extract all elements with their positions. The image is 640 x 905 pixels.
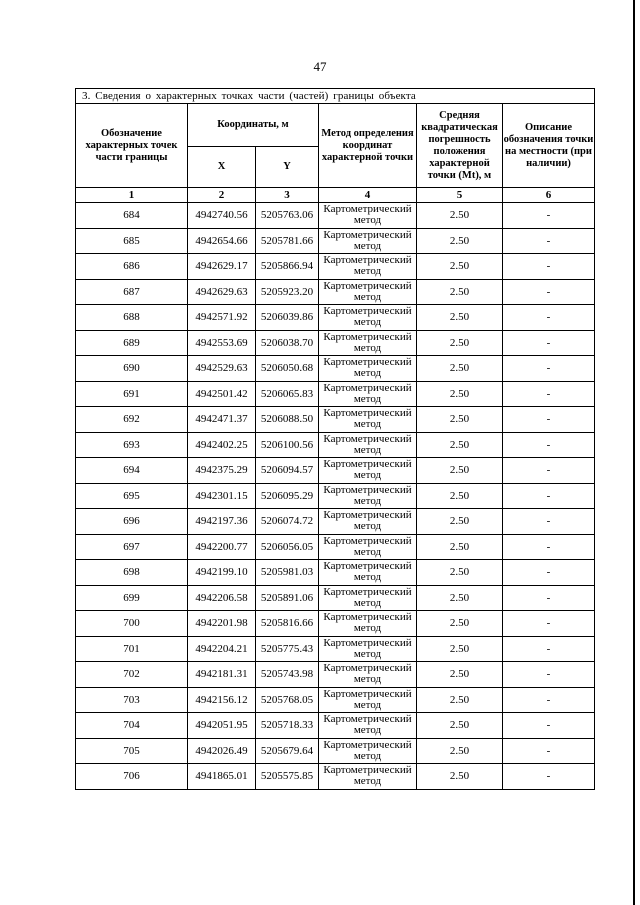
table-row <box>76 509 595 535</box>
x-coordinate-cell: 4942571.92 <box>188 305 256 331</box>
method-cell <box>319 330 417 356</box>
description-cell: - <box>503 305 595 331</box>
y-coordinate-cell: 5205768.05 <box>256 687 319 713</box>
table-row <box>76 432 595 458</box>
table-row <box>76 560 595 586</box>
method-line-1: Картометрический <box>323 534 412 547</box>
x-coordinate-cell: 4942471.37 <box>188 407 256 433</box>
error-cell: 2.50 <box>417 203 503 229</box>
point-id-cell: 684 <box>76 203 188 229</box>
method-line-2: метод <box>353 673 382 686</box>
x-coordinate-cell: 4942501.42 <box>188 381 256 407</box>
error-cell: 2.50 <box>417 432 503 458</box>
description-cell: - <box>503 228 595 254</box>
y-coordinate-cell: 5206100.56 <box>256 432 319 458</box>
point-id-cell: 698 <box>76 560 188 586</box>
description-cell: - <box>503 279 595 305</box>
point-id-cell: 704 <box>76 713 188 739</box>
method-line-1: Картометрический <box>323 458 412 471</box>
method-cell <box>319 254 417 280</box>
description-cell: - <box>503 381 595 407</box>
method-cell <box>319 356 417 382</box>
table-row <box>76 764 595 790</box>
method-cell <box>319 381 417 407</box>
table-caption: 3. Сведения о характерных точках части (частей) границы объекта <box>76 89 595 104</box>
header-designation: Обозначение характерных точек части границы <box>76 104 188 188</box>
error-cell: 2.50 <box>417 738 503 764</box>
table-row <box>76 662 595 688</box>
method-line-1: Картометрический <box>323 611 412 624</box>
x-coordinate-cell: 4942197.36 <box>188 509 256 535</box>
x-coordinate-cell: 4942375.29 <box>188 458 256 484</box>
method-cell <box>319 279 417 305</box>
error-cell: 2.50 <box>417 330 503 356</box>
method-cell <box>319 764 417 790</box>
x-coordinate-cell: 4942051.95 <box>188 713 256 739</box>
method-line-1: Картометрический <box>323 636 412 649</box>
method-line-2: метод <box>353 239 382 252</box>
table-row <box>76 611 595 637</box>
method-line-2: метод <box>353 520 382 533</box>
x-coordinate-cell: 4942402.25 <box>188 432 256 458</box>
method-cell <box>319 611 417 637</box>
method-cell <box>319 203 417 229</box>
method-line-1: Картометрический <box>323 713 412 726</box>
header-y: Y <box>256 147 319 188</box>
error-cell: 2.50 <box>417 687 503 713</box>
table-row <box>76 585 595 611</box>
error-cell: 2.50 <box>417 611 503 637</box>
table-row <box>76 407 595 433</box>
column-number-4: 4 <box>319 188 417 203</box>
method-line-2: метод <box>353 392 382 405</box>
y-coordinate-cell: 5205816.66 <box>256 611 319 637</box>
header-description: Описание обозначения точки на местности (при наличии) <box>503 104 595 188</box>
description-cell: - <box>503 254 595 280</box>
column-number-5: 5 <box>417 188 503 203</box>
error-cell: 2.50 <box>417 305 503 331</box>
x-coordinate-cell: 4942200.77 <box>188 534 256 560</box>
error-cell: 2.50 <box>417 713 503 739</box>
method-line-1: Картометрический <box>323 687 412 700</box>
point-id-cell: 706 <box>76 764 188 790</box>
error-cell: 2.50 <box>417 560 503 586</box>
y-coordinate-cell: 5205866.94 <box>256 254 319 280</box>
y-coordinate-cell: 5206039.86 <box>256 305 319 331</box>
method-line-1: Картометрический <box>323 381 412 394</box>
description-cell: - <box>503 458 595 484</box>
description-cell: - <box>503 764 595 790</box>
x-coordinate-cell: 4941865.01 <box>188 764 256 790</box>
y-coordinate-cell: 5206088.50 <box>256 407 319 433</box>
table-row <box>76 254 595 280</box>
y-coordinate-cell: 5205981.03 <box>256 560 319 586</box>
table-row <box>76 687 595 713</box>
error-cell: 2.50 <box>417 483 503 509</box>
error-cell: 2.50 <box>417 509 503 535</box>
point-id-cell: 697 <box>76 534 188 560</box>
table-row <box>76 636 595 662</box>
method-line-2: метод <box>353 494 382 507</box>
point-id-cell: 690 <box>76 356 188 382</box>
method-cell <box>319 585 417 611</box>
table-row <box>76 203 595 229</box>
method-line-2: метод <box>353 647 382 660</box>
header-method: Метод определения координат характерной точки <box>319 104 417 188</box>
y-coordinate-cell: 5206095.29 <box>256 483 319 509</box>
error-cell: 2.50 <box>417 585 503 611</box>
table-row <box>76 381 595 407</box>
description-cell: - <box>503 483 595 509</box>
point-id-cell: 699 <box>76 585 188 611</box>
boundary-points-table-wrap <box>75 88 594 790</box>
y-coordinate-cell: 5205763.06 <box>256 203 319 229</box>
method-line-2: метод <box>353 214 382 227</box>
page-edge <box>633 0 635 905</box>
method-line-2: метод <box>353 622 382 635</box>
error-cell: 2.50 <box>417 381 503 407</box>
method-cell <box>319 713 417 739</box>
description-cell: - <box>503 636 595 662</box>
method-line-2: метод <box>353 545 382 558</box>
y-coordinate-cell: 5205575.85 <box>256 764 319 790</box>
error-cell: 2.50 <box>417 279 503 305</box>
y-coordinate-cell: 5205781.66 <box>256 228 319 254</box>
point-id-cell: 688 <box>76 305 188 331</box>
method-line-1: Картометрический <box>323 203 412 216</box>
header-x: X <box>188 147 256 188</box>
method-cell <box>319 560 417 586</box>
method-line-2: метод <box>353 316 382 329</box>
description-cell: - <box>503 560 595 586</box>
table-row <box>76 713 595 739</box>
y-coordinate-cell: 5205679.64 <box>256 738 319 764</box>
column-number-6: 6 <box>503 188 595 203</box>
x-coordinate-cell: 4942204.21 <box>188 636 256 662</box>
method-line-2: метод <box>353 418 382 431</box>
description-cell: - <box>503 687 595 713</box>
column-number-3: 3 <box>256 188 319 203</box>
method-line-1: Картометрический <box>323 330 412 343</box>
description-cell: - <box>503 662 595 688</box>
method-line-2: метод <box>353 571 382 584</box>
y-coordinate-cell: 5205743.98 <box>256 662 319 688</box>
x-coordinate-cell: 4942199.10 <box>188 560 256 586</box>
error-cell: 2.50 <box>417 254 503 280</box>
description-cell: - <box>503 611 595 637</box>
x-coordinate-cell: 4942181.31 <box>188 662 256 688</box>
description-cell: - <box>503 203 595 229</box>
method-cell <box>319 636 417 662</box>
error-cell: 2.50 <box>417 228 503 254</box>
method-line-1: Картометрический <box>323 560 412 573</box>
point-id-cell: 700 <box>76 611 188 637</box>
point-id-cell: 687 <box>76 279 188 305</box>
description-cell: - <box>503 738 595 764</box>
method-cell <box>319 305 417 331</box>
method-line-2: метод <box>353 469 382 482</box>
method-line-1: Картометрический <box>323 407 412 420</box>
method-line-2: метод <box>353 265 382 278</box>
method-cell <box>319 534 417 560</box>
method-line-1: Картометрический <box>323 228 412 241</box>
page-number: 47 <box>313 59 327 74</box>
x-coordinate-cell: 4942629.63 <box>188 279 256 305</box>
boundary-points-table <box>75 88 595 790</box>
method-line-2: метод <box>353 724 382 737</box>
method-line-1: Картометрический <box>323 764 412 777</box>
x-coordinate-cell: 4942553.69 <box>188 330 256 356</box>
error-cell: 2.50 <box>417 356 503 382</box>
description-cell: - <box>503 432 595 458</box>
point-id-cell: 703 <box>76 687 188 713</box>
y-coordinate-cell: 5206094.57 <box>256 458 319 484</box>
point-id-cell: 702 <box>76 662 188 688</box>
method-line-1: Картометрический <box>323 738 412 751</box>
point-id-cell: 694 <box>76 458 188 484</box>
table-body <box>76 203 595 790</box>
error-cell: 2.50 <box>417 534 503 560</box>
x-coordinate-cell: 4942629.17 <box>188 254 256 280</box>
column-number-2: 2 <box>188 188 256 203</box>
y-coordinate-cell: 5205891.06 <box>256 585 319 611</box>
method-cell <box>319 407 417 433</box>
method-cell <box>319 458 417 484</box>
table-row <box>76 330 595 356</box>
error-cell: 2.50 <box>417 458 503 484</box>
method-cell <box>319 509 417 535</box>
y-coordinate-cell: 5206056.05 <box>256 534 319 560</box>
x-coordinate-cell: 4942026.49 <box>188 738 256 764</box>
y-coordinate-cell: 5205718.33 <box>256 713 319 739</box>
point-id-cell: 691 <box>76 381 188 407</box>
table-row <box>76 356 595 382</box>
method-line-1: Картометрический <box>323 279 412 292</box>
header-coordinates: Координаты, м <box>188 104 319 147</box>
y-coordinate-cell: 5205775.43 <box>256 636 319 662</box>
x-coordinate-cell: 4942740.56 <box>188 203 256 229</box>
x-coordinate-cell: 4942201.98 <box>188 611 256 637</box>
y-coordinate-cell: 5206065.83 <box>256 381 319 407</box>
description-cell: - <box>503 356 595 382</box>
table-row <box>76 458 595 484</box>
table-row <box>76 305 595 331</box>
point-id-cell: 705 <box>76 738 188 764</box>
method-line-1: Картометрический <box>323 432 412 445</box>
y-coordinate-cell: 5206074.72 <box>256 509 319 535</box>
method-cell <box>319 228 417 254</box>
x-coordinate-cell: 4942654.66 <box>188 228 256 254</box>
method-line-2: метод <box>353 596 382 609</box>
table-row <box>76 279 595 305</box>
x-coordinate-cell: 4942301.15 <box>188 483 256 509</box>
description-cell: - <box>503 585 595 611</box>
method-cell <box>319 432 417 458</box>
x-coordinate-cell: 4942529.63 <box>188 356 256 382</box>
point-id-cell: 692 <box>76 407 188 433</box>
method-line-1: Картометрический <box>323 585 412 598</box>
method-line-2: метод <box>353 443 382 456</box>
table-row <box>76 534 595 560</box>
method-cell <box>319 687 417 713</box>
method-line-1: Картометрический <box>323 483 412 496</box>
method-line-2: метод <box>353 367 382 380</box>
method-line-2: метод <box>353 775 382 788</box>
method-line-2: метод <box>353 698 382 711</box>
point-id-cell: 693 <box>76 432 188 458</box>
description-cell: - <box>503 330 595 356</box>
description-cell: - <box>503 713 595 739</box>
x-coordinate-cell: 4942156.12 <box>188 687 256 713</box>
method-cell <box>319 738 417 764</box>
error-cell: 2.50 <box>417 407 503 433</box>
point-id-cell: 686 <box>76 254 188 280</box>
method-line-2: метод <box>353 341 382 354</box>
description-cell: - <box>503 407 595 433</box>
point-id-cell: 696 <box>76 509 188 535</box>
y-coordinate-cell: 5205923.20 <box>256 279 319 305</box>
column-number-1: 1 <box>76 188 188 203</box>
error-cell: 2.50 <box>417 636 503 662</box>
method-line-2: метод <box>353 749 382 762</box>
point-id-cell: 685 <box>76 228 188 254</box>
point-id-cell: 701 <box>76 636 188 662</box>
y-coordinate-cell: 5206038.70 <box>256 330 319 356</box>
header-error: Средняя квадратическая погрешность положения характерной точки (Mt), м <box>417 104 503 188</box>
method-line-1: Картометрический <box>323 254 412 267</box>
y-coordinate-cell: 5206050.68 <box>256 356 319 382</box>
method-line-2: метод <box>353 290 382 303</box>
description-cell: - <box>503 534 595 560</box>
method-line-1: Картометрический <box>323 305 412 318</box>
table-row <box>76 483 595 509</box>
point-id-cell: 695 <box>76 483 188 509</box>
method-cell <box>319 662 417 688</box>
method-line-1: Картометрический <box>323 356 412 369</box>
description-cell: - <box>503 509 595 535</box>
method-cell <box>319 483 417 509</box>
error-cell: 2.50 <box>417 764 503 790</box>
error-cell: 2.50 <box>417 662 503 688</box>
table-row <box>76 228 595 254</box>
table-row <box>76 738 595 764</box>
method-line-1: Картометрический <box>323 662 412 675</box>
point-id-cell: 689 <box>76 330 188 356</box>
method-line-1: Картометрический <box>323 509 412 522</box>
x-coordinate-cell: 4942206.58 <box>188 585 256 611</box>
